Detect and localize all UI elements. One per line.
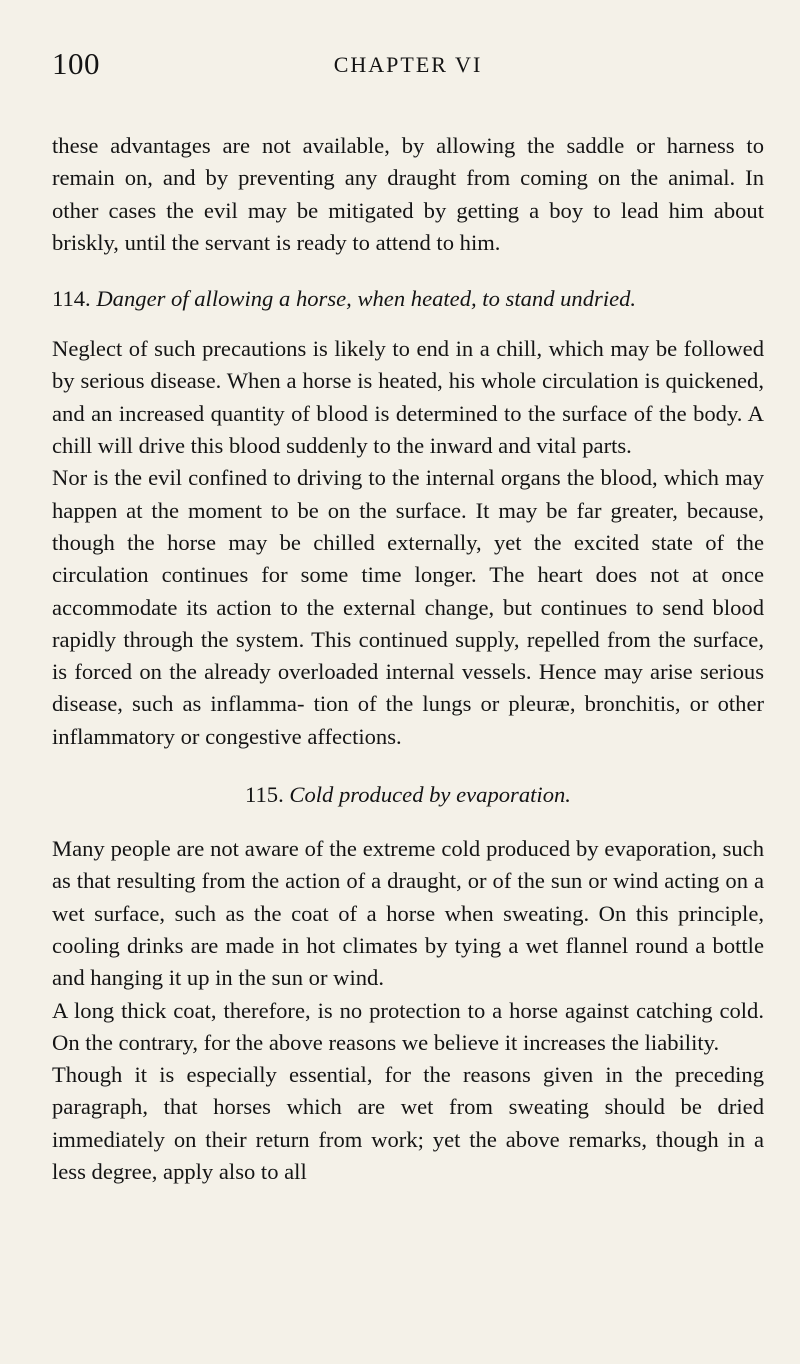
section-heading-114 (52, 283, 764, 315)
paragraph: Neglect of such precautions is likely to end in a chill, which may be followed by serious disease. When a horse is heated, his whole circulation is quickened, and an increased quantity of blood is determined to the surface of the body. A chill will drive this blood suddenly to the inward and vital parts. (52, 336, 764, 459)
paragraph: Many people are not aware of the extreme cold produced by evaporation, such as that resulting from the action of a draught, or of the sun or wind acting on a wet surface, such as the coat of a horse when sweating. On this principle, cooling drinks are made in hot climates by tying a wet flannel round a bottle and hanging it up in the sun or wind. (52, 836, 764, 991)
paragraph: Nor is the evil confined to driving to the internal organs the blood, which may happen at the moment to be on the surface. It may be far greater, because, though the horse may be chilled externally, yet the excited state of the circulation continues for some time longer. The heart does not at once accommodate its action to the external change, but continues to send blood rapidly through the system. This continued supply, repelled from the surface, is forced on the already overloaded internal vessels. Hence may arise serious disease, such as inflamma- tion of the lungs or pleuræ, bronchitis, or other inflammatory or congestive affections. (52, 465, 764, 749)
paragraph: A long thick coat, therefore, is no protection to a horse against catching cold. On the contrary, for the above reasons we believe it increases the liability. (52, 997, 764, 1055)
section-title: Danger of allowing a horse, when heated, to stand undried. (96, 286, 637, 312)
section-number: 115. (245, 782, 284, 808)
chapter-title: CHAPTER VI (333, 52, 483, 77)
section-title: Cold produced by evaporation. (289, 782, 571, 808)
section-heading-115 (52, 779, 764, 811)
running-head (52, 46, 764, 86)
paragraph: Though it is especially essential, for the reasons given in the preceding paragraph, that horses which are wet from sweating should be dried immediately on their return from work; yet the above remarks, though in a less degree, apply also to all (52, 1062, 764, 1185)
paragraph: these advantages are not available, by allowing the saddle or harness to remain on, and by preventing any draught from coming on the animal. In other cases the evil may be mitigated by getting a boy to lead him about briskly, until the servant is ready to attend to him. (52, 133, 764, 255)
section-number: 114. (52, 286, 91, 312)
page-number: 100 (52, 46, 100, 81)
